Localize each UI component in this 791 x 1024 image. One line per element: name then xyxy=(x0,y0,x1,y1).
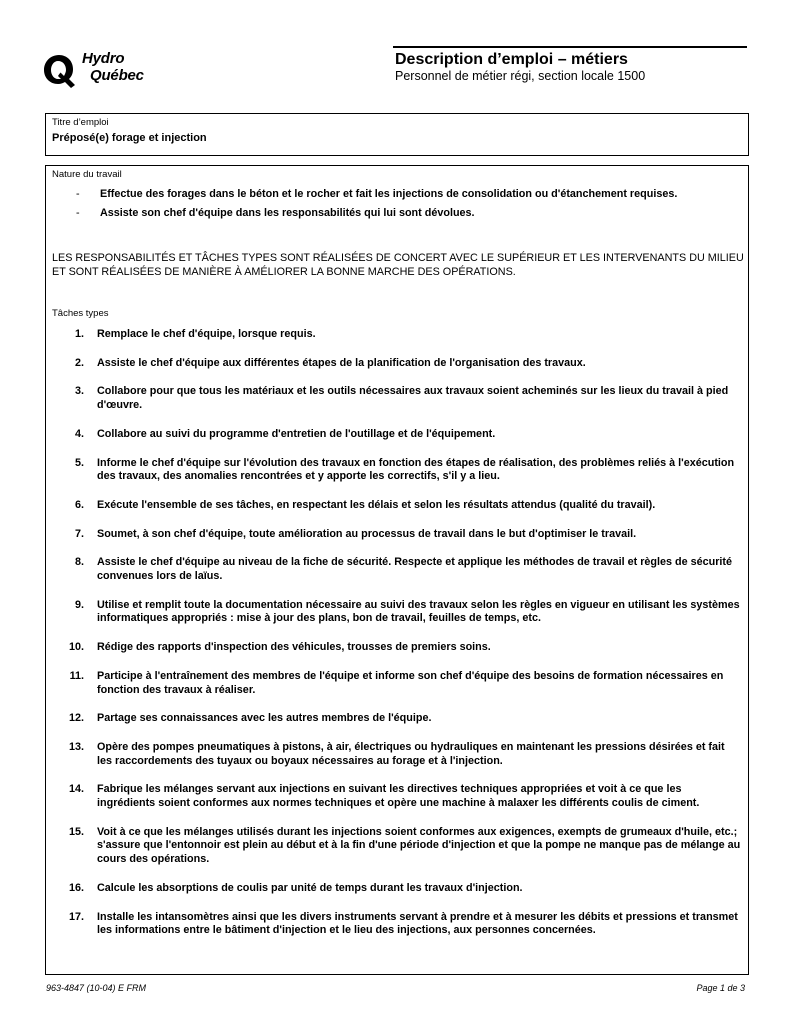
task-item: 12. Partage ses connaissances avec les autres membres de l'équipe. xyxy=(68,712,432,725)
responsibilities-paragraph: LES RESPONSABILITÉS ET TÂCHES TYPES SONT RÉALISÉES DE CONCERT AVEC LE SUPÉRIEUR ET LES INTERVENANTS DU MILIEU ET SONT RÉALISÉES DE MANIÈRE À AMÉLIORER LA BONNE MARCHE DES OPÉRATIONS. xyxy=(52,252,744,278)
task-item: 13. Opère des pompes pneumatiques à pistons, à air, électriques ou hydrauliques en maintenant les pressions désirées et fait les raccordements des tuyaux ou boyaux nécessaires au forage et à l'injection. xyxy=(68,740,725,767)
tasks-list xyxy=(66,328,742,953)
task-item: 15. Voit à ce que les mélanges utilisés durant les injections soient conformes aux exigences, exempts de grumeaux d'huile, etc.; s'assure que l'entonnoir est plein au début et à la fin d'une période d'injection et que la pompe ne manque pas de mélange au cours des opérations. xyxy=(68,825,741,866)
page-number: Page 1 de 3 xyxy=(696,983,745,993)
task-item: 5. Informe le chef d'équipe sur l'évolution des travaux en fonction des étapes de réalisation, des problèmes reliés à l'exécution des travaux, des anomalies rencontrées et y apporte les correctifs, s'il y a lieu. xyxy=(74,456,735,483)
logo-wordmark: Hydro Québec xyxy=(82,50,144,84)
task-item: 6. Exécute l'ensemble de ses tâches, en respectant les délais et selon les résultats attendus (qualité du travail). xyxy=(74,498,656,511)
job-title: Préposé(e) forage et injection xyxy=(52,132,207,144)
hydro-quebec-q-icon xyxy=(42,52,78,90)
task-item: 10. Rédige des rapports d'inspection des véhicules, trousses de premiers soins. xyxy=(68,641,491,654)
task-item: 3. Collabore pour que tous les matériaux et les outils nécessaires aux travaux soient acheminés sur les lieux du travail à pied d'œuvre. xyxy=(74,385,729,412)
nature-label: Nature du travail xyxy=(52,169,122,180)
task-item: 2. Assiste le chef d'équipe aux différentes étapes de la planification de l'organisation des travaux. xyxy=(74,356,586,369)
task-item: 7. Soumet, à son chef d'équipe, toute amélioration au processus de travail dans le but d'optimiser le travail. xyxy=(74,527,637,540)
job-title-box xyxy=(45,113,749,156)
task-item: 16. Calcule les absorptions de coulis par unité de temps durant les travaux d'injection. xyxy=(68,881,523,894)
task-item: 1. Remplace le chef d'équipe, lorsque requis. xyxy=(74,328,316,340)
document-subtitle: Personnel de métier régi, section locale 1500 xyxy=(395,69,646,83)
document-title: Description d’emploi – métiers xyxy=(395,51,628,68)
tasks-label: Tâches types xyxy=(52,308,109,319)
nature-list xyxy=(76,188,736,226)
job-description-box xyxy=(45,165,749,975)
header-rule xyxy=(393,46,747,48)
task-item: 8. Assiste le chef d'équipe au niveau de la fiche de sécurité. Respecte et applique les méthodes de travail et règles de sécurité convenues lors de laïus. xyxy=(74,556,733,583)
task-item: 17. Installe les intansomètres ainsi que les divers instruments servant à prendre et à mesurer les débits et pressions et transmet les informations entre le bâtiment d'injection et le lieu des injections, aux personnes concernées. xyxy=(68,910,738,937)
nature-item: - Assiste son chef d'équipe dans les responsabilités qui lui sont dévolues. xyxy=(76,207,475,219)
task-item: 4. Collabore au suivi du programme d'entretien de l'outillage et de l'équipement. xyxy=(74,427,496,440)
hydro-quebec-logo xyxy=(42,50,172,92)
task-item: 14. Fabrique les mélanges servant aux injections en suivant les directives techniques appropriées et voit à ce que les ingrédients soient conformes aux normes techniques et opère une machine à malaxer les différents coulis de ciment. xyxy=(68,783,700,810)
dash-bullet: - xyxy=(76,207,80,219)
task-item: 11. Participe à l'entraînement des membres de l'équipe et informe son chef d'équipe des besoins de formation nécessaires en fonction des travaux à réaliser. xyxy=(69,669,724,696)
task-item: 9. Utilise et remplit toute la documentation nécessaire au suivi des travaux selon les règles en vigueur en utilisant les systèmes informatiques appropriés : mise à jour des plans, bon de travail, feuilles de temps, etc. xyxy=(74,598,740,625)
form-code: 963-4847 (10-04) E FRM xyxy=(46,983,147,993)
nature-item: - Effectue des forages dans le béton et le rocher et fait les injections de consolidation ou d'étanchement requises. xyxy=(76,188,678,200)
job-title-label: Titre d’emploi xyxy=(52,117,109,128)
dash-bullet: - xyxy=(76,188,80,200)
